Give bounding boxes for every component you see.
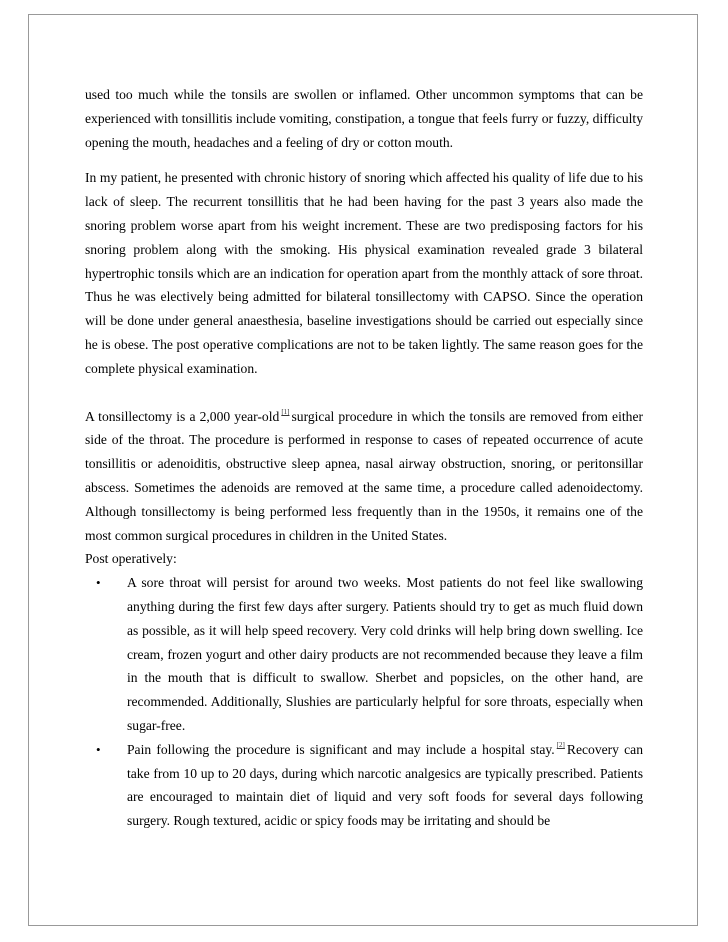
list-item-text-start: Pain following the procedure is significant and may include a hospital stay. [127,741,555,757]
citation-link-1[interactable]: [1] [281,407,290,416]
citation-link-2[interactable]: [2] [556,740,565,749]
document-body [85,83,643,833]
list-item [96,738,643,833]
list-item [96,571,643,738]
post-operative-list [85,571,643,833]
paragraph-tonsillectomy [85,405,643,548]
post-operative-heading: Post operatively: [85,551,177,567]
paragraph-patient: In my patient, he presented with chronic history of snoring which affected his quality of life due to his lack of sleep. The recurrent tonsillitis that he had been having for the past 3 years also made the snoring problem worse apart from his weight increment. These are two predisposing factors for his snoring problem along with the smoking. His physical examination revealed grade 3 bilateral hypertrophic tonsils which are an indication for operation apart from the monthly attack of sore throat. Thus he was electively being admitted for bilateral tonsillectomy with CAPSO. Since the operation will be done under general anaesthesia, baseline investigations should be carried out especially since he is obese. The post operative complications are not to be taken lightly. The same reason goes for the complete physical examination. [85,170,643,376]
list-item-text: A sore throat will persist for around two weeks. Most patients do not feel like swallowing anything during the first few days after surgery. Patients should try to get as much fluid down as possible, as it will help speed recovery. Very cold drinks will help bring down swelling. Ice cream, frozen yogurt and other dairy products are not recommended because they leave a film in the mouth that is difficult to swallow. Sherbet and popsicles, on the other hand, are recommended. Additionally, Slushies are particularly helpful for sore throats, especially when sugar-free. [127,575,643,733]
paragraph-tonsillectomy-start: A tonsillectomy is a 2,000 year-old [85,408,280,424]
list-item-text-rest: Recovery can take from 10 up to 20 days, during which narcotic analgesics are typically prescribed. Patients are encouraged to maintain diet of liquid and very soft foods for several days following surgery. Rough textured, acidic or spicy foods may be irritating and should be [127,741,643,829]
bullet-icon: • [96,741,101,757]
paragraph-tonsillectomy-rest: surgical procedure in which the tonsils are removed from either side of the throat. The procedure is performed in response to cases of repeated occurrence of acute tonsillitis or adenoiditis, obstructive sleep apnea, nasal airway obstruction, snoring, or peritonsillar abscess. Sometimes the adenoids are removed at the same time, a procedure called adenoidectomy. Although tonsillectomy is being performed less frequently than in the 1950s, it remains one of the most common surgical procedures in children in the United States. [85,408,644,543]
bullet-icon: • [96,575,101,591]
paragraph-symptoms: used too much while the tonsils are swollen or inflamed. Other uncommon symptoms that can be experienced with tonsillitis include vomiting, constipation, a tongue that feels furry or fuzzy, difficulty opening the mouth, headaches and a feeling of dry or cotton mouth. [85,87,643,150]
